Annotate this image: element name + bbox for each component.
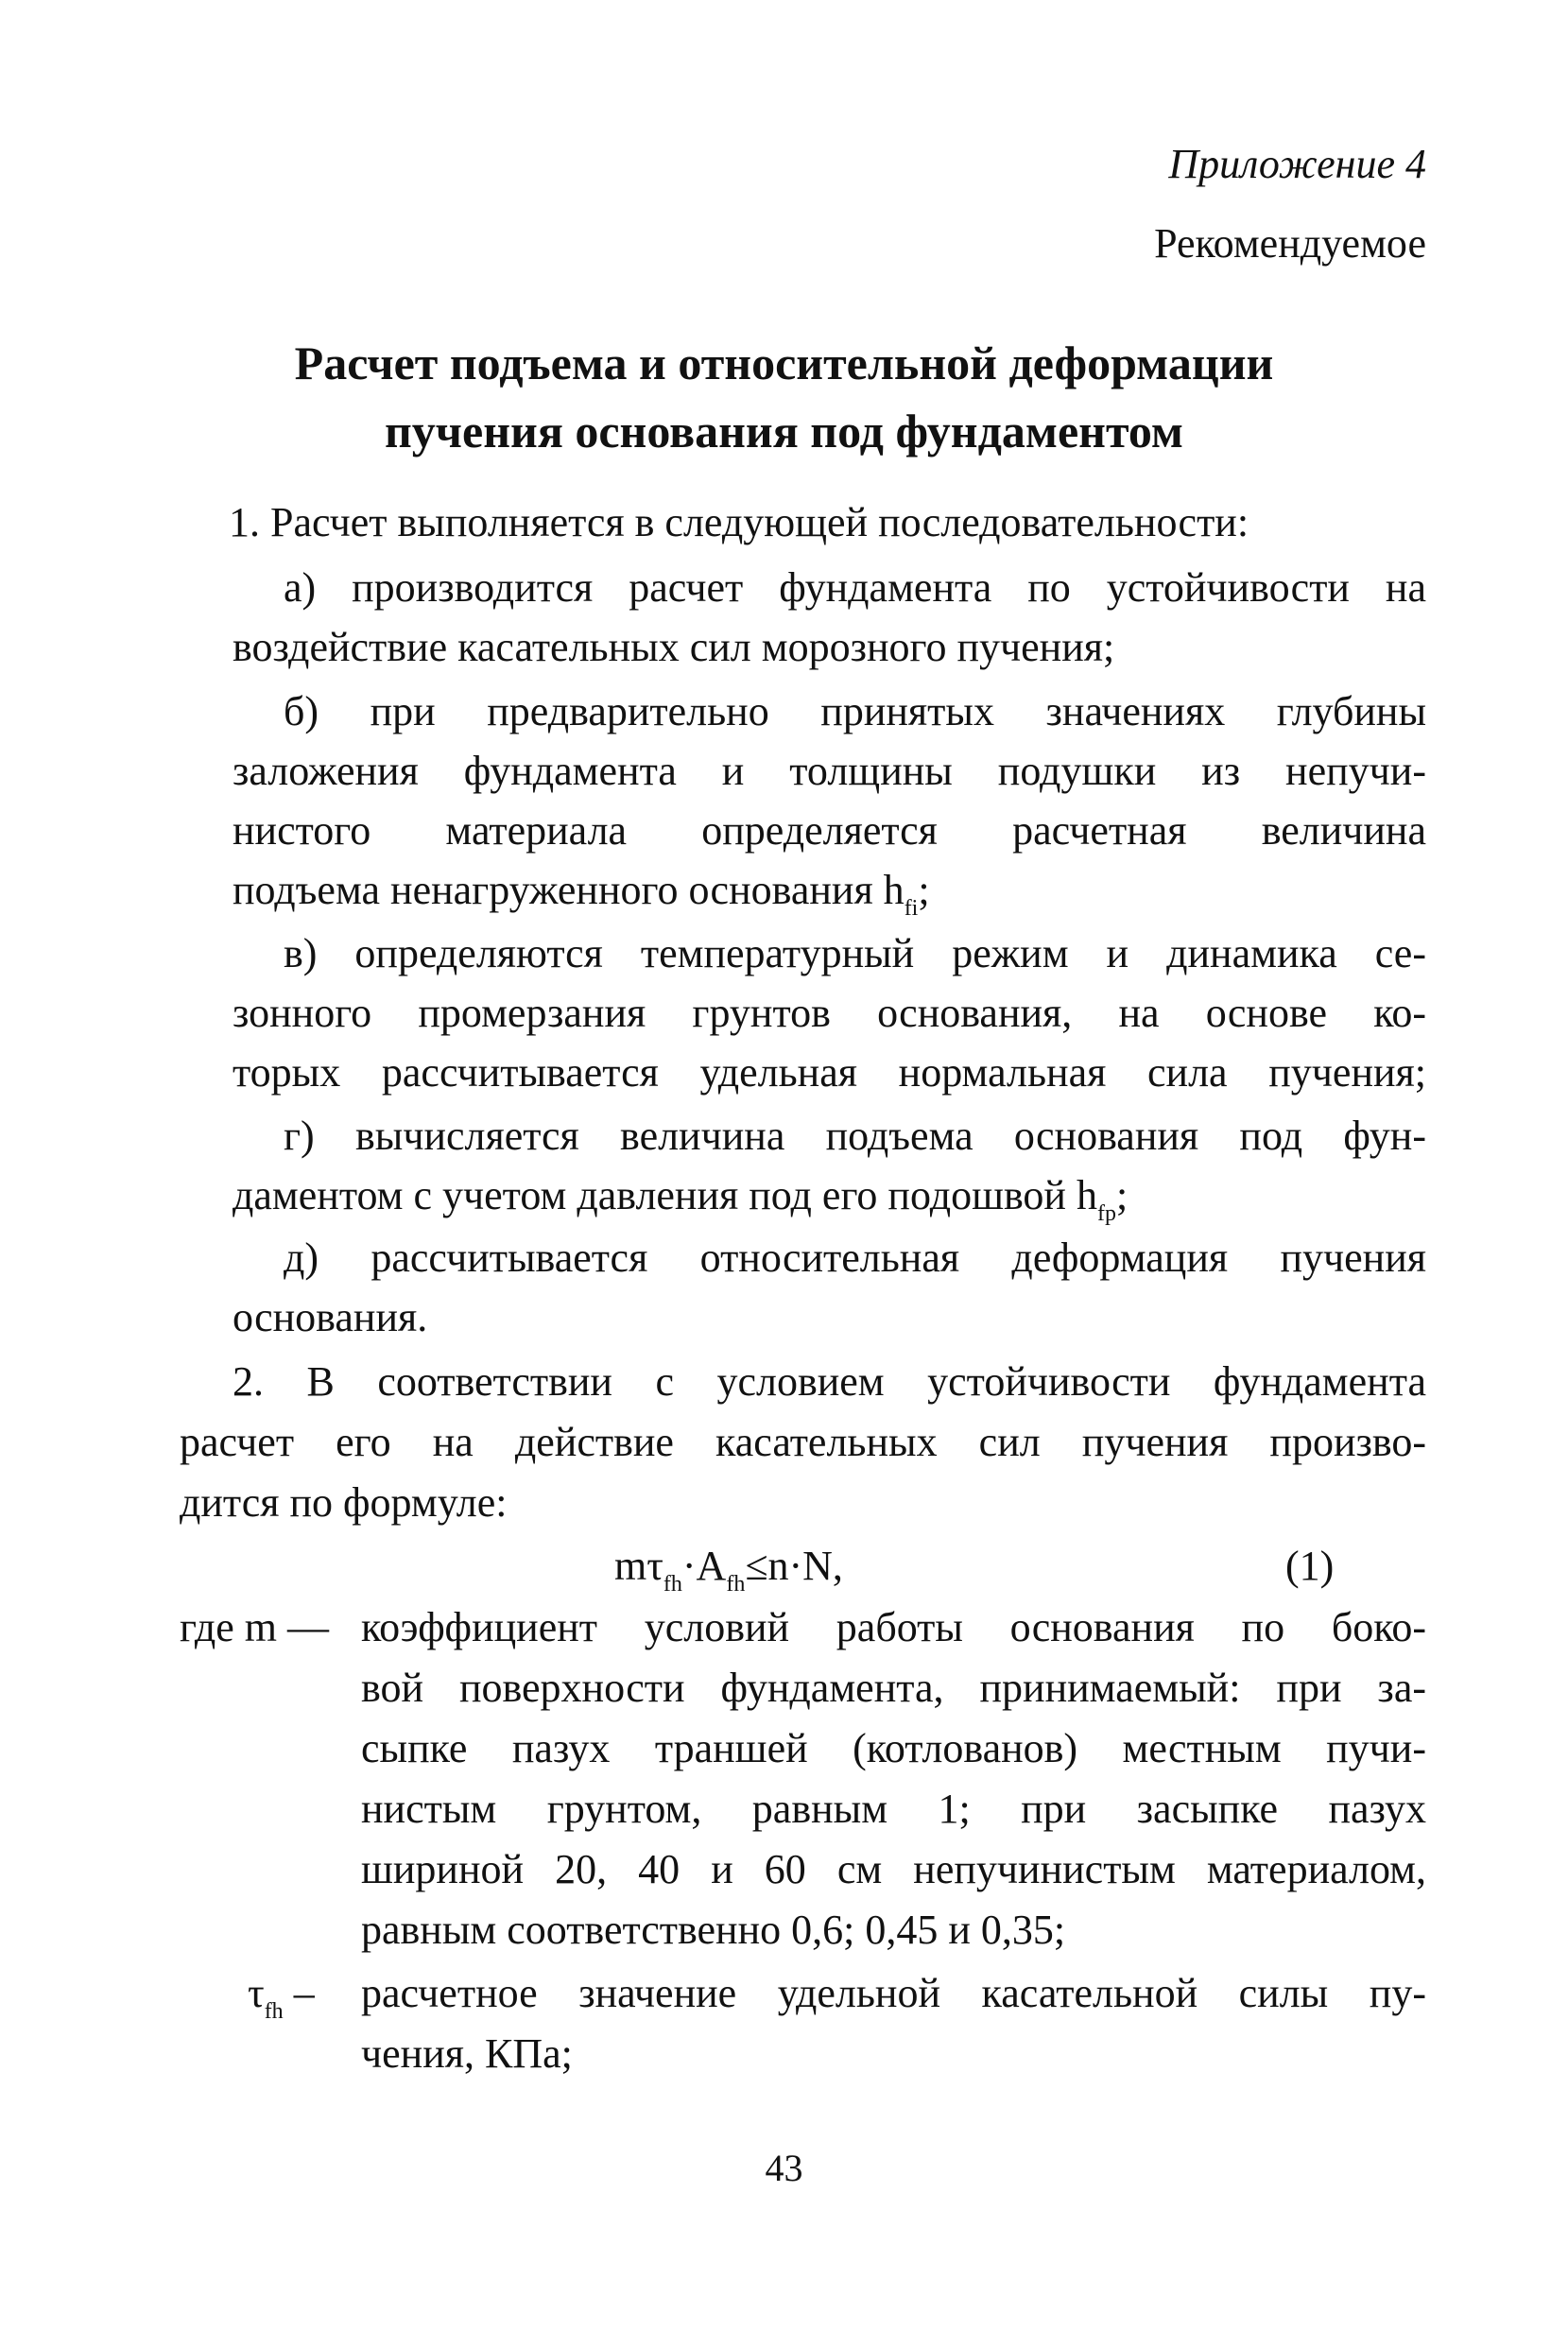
definition-m-line-5: шириной 20, 40 и 60 см непучинистым материалом, xyxy=(361,1846,1426,1892)
item-a-line-2: воздействие касательных сил морозного пучения; xyxy=(233,624,1115,670)
definition-m-line-2: вой поверхности фундамента, принимаемый: при за- xyxy=(361,1665,1426,1711)
definition-m-line-6: равным соответственно 0,6; 0,45 и 0,35; xyxy=(361,1907,1066,1953)
definition-tau-line-1: расчетное значение удельной касательной силы пу- xyxy=(361,1970,1426,2016)
definition-tau-symbol: $\tau_{fh}$ – xyxy=(248,1970,315,2024)
definition-m-prefix: где m — xyxy=(180,1604,329,1650)
item-b-line-4-text: подъема ненагруженного основания h xyxy=(233,867,905,913)
title-line-2: пучения основания под фундаментом xyxy=(385,405,1183,458)
formula-1: $m\tau_{fh}\cdot A_{fh}\le n\cdot N$, xyxy=(614,1543,843,1597)
item-c-line-1: в) определяются температурный режим и динамика се- xyxy=(284,930,1426,976)
item-d-line-2-end: ; xyxy=(1115,1172,1129,1218)
section2-line-3: дится по формуле: xyxy=(180,1479,508,1526)
item-e-line-2: основания. xyxy=(233,1294,428,1340)
item-c-line-2: зонного промерзания грунтов основания, на основе ко- xyxy=(233,990,1426,1036)
definition-tau-line-2: чения, КПа; xyxy=(361,2030,573,2077)
title-line-1: Расчет подъема и относительной деформации xyxy=(294,337,1274,389)
tau-fh-subscript: fh xyxy=(264,1999,284,2024)
recommendation-status: Рекомендуемое xyxy=(1154,220,1426,267)
h-fp-subscript: fp xyxy=(1096,1201,1116,1226)
appendix-label: Приложение 4 xyxy=(1168,141,1426,187)
formula-sub-fh-2: fh xyxy=(726,1572,746,1597)
item-b-line-1: б) при предварительно принятых значениях глубины xyxy=(284,688,1426,734)
definition-m-line-4: нистым грунтом, равным 1; при засыпке пазух xyxy=(361,1786,1426,1832)
formula-sub-fh-1: fh xyxy=(663,1572,682,1597)
item-d-line-1: г) вычисляется величина подъема основания под фун- xyxy=(284,1113,1426,1159)
item-d-line-2-text: даментом с учетом давления под его подошвой h xyxy=(233,1172,1097,1218)
item-c-line-3: торых рассчитывается удельная нормальная сила пучения; xyxy=(233,1049,1426,1096)
page-number: 43 xyxy=(765,2147,803,2189)
item-a-line-1: а) производится расчет фундамента по устойчивости на xyxy=(284,564,1426,611)
definition-m-line-3: сыпке пазух траншей (котлованов) местным пучи- xyxy=(361,1725,1426,1771)
item-d-line-2 xyxy=(233,1171,1128,1227)
h-fi-subscript: fi xyxy=(904,896,919,921)
section2-line-2: расчет его на действие касательных сил пучения произво- xyxy=(180,1419,1426,1465)
section2-line-1: 2. В соответствии с условием устойчивости фундамента xyxy=(233,1358,1426,1405)
section1-intro: 1. Расчет выполняется в следующей последовательности: xyxy=(229,499,1249,545)
item-b-line-2: заложения фундамента и толщины подушки из непучи- xyxy=(233,748,1426,794)
item-e-line-1: д) рассчитывается относительная деформация пучения xyxy=(284,1234,1426,1281)
item-b-line-3: нистого материала определяется расчетная величина xyxy=(233,807,1426,854)
definition-m-line-1: коэффициент условий работы основания по боко- xyxy=(361,1604,1426,1650)
formula-number: (1) xyxy=(1285,1543,1335,1589)
page-title xyxy=(142,329,1426,465)
item-b-line-4-end: ; xyxy=(918,867,930,913)
item-b-line-4 xyxy=(233,866,930,922)
